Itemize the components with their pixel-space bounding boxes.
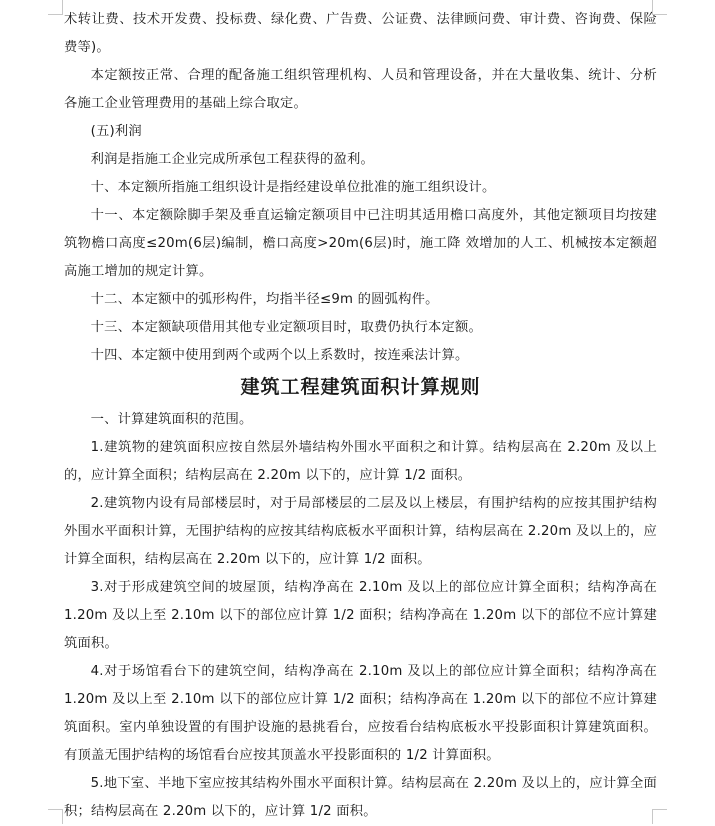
paragraph-item-13: 十三、本定额缺项借用其他专业定额项目时，取费仍执行本定额。 — [90, 320, 483, 335]
paragraph-item-11: 十一、本定额除脚手架及垂直运输定额项目中已注明其适用檐口高度外，其他定额项目均按建筑物檐口高度≤20m(6层)编制，檐口高度>20m(6层)时，施工降 效增加的人工、机械按本定额超高施工增加的规定计算。 — [64, 208, 657, 279]
paragraph-rule-2: 2.建筑物内设有局部楼层时，对于局部楼层的二层及以上楼层，有围护结构的应按其围护结构外围水平面积计算，无围护结构的应按其结构底板水平面积计算，结构层高在 2.20m 及以上的，应计算全面积，结构层高在 2.20m 以下的，应计算 1/2 面积。 — [64, 496, 657, 567]
paragraph-rule-1: 1.建筑物的建筑面积应按自然层外墙结构外围水平面积之和计算。结构层高在 2.20m 及以上的，应计算全面积；结构层高在 2.20m 以下的，应计算 1/2 面积。 — [64, 440, 657, 483]
paragraph-profit-definition: 利润是指施工企业完成所承包工程获得的盈利。 — [90, 152, 375, 167]
paragraph-rule-5: 5.地下室、半地下室应按其结构外围水平面积计算。结构层高在 2.20m 及以上的，应计算全面积；结构层高在 2.20m 以下的，应计算 1/2 面积。 — [64, 776, 657, 819]
page-corner-mark — [48, 0, 63, 15]
page-corner-mark — [652, 809, 667, 824]
paragraph-scope-heading: 一、计算建筑面积的范围。 — [90, 412, 253, 427]
paragraph-item-10: 十、本定额所指施工组织设计是指经建设单位批准的施工组织设计。 — [90, 180, 496, 195]
page-corner-mark — [652, 0, 667, 15]
paragraph-rule-4: 4.对于场馆看台下的建筑空间，结构净高在 2.10m 及以上的部位应计算全面积；结构净高在 1.20m 及以上至 2.10m 以下的部位应计算 1/2 面积；结构净高在 1.20m 以下的部位不应计算建筑面积。室内单独设置的有围护设施的悬挑看台，应按看台结构底板水平投影面积计算建筑面积。有顶盖无围护结构的场馆看台应按其顶盖水平投影面积的 1/2 计算面积。 — [64, 664, 657, 763]
paragraph-item-14: 十四、本定额中使用到两个或两个以上系数时，按连乘法计算。 — [90, 348, 469, 363]
page-corner-mark — [48, 809, 63, 824]
continuation-paragraph: 术转让费、技术开发费、投标费、绿化费、广告费、公证费、法律顾问费、审计费、咨询费、保险费等)。 — [64, 12, 657, 55]
paragraph-rule-3: 3.对于形成建筑空间的坡屋顶，结构净高在 2.10m 及以上的部位应计算全面积；结构净高在 1.20m 及以上至 2.10m 以下的部位应计算 1/2 面积；结构净高在 1.20m 以下的部位不应计算建筑面积。 — [64, 580, 657, 651]
section-title: 建筑工程建筑面积计算规则 — [240, 376, 481, 398]
paragraph-management-basis: 本定额按正常、合理的配备施工组织管理机构、人员和管理设备，并在大量收集、统计、分析各施工企业管理费用的基础上综合取定。 — [64, 68, 657, 111]
section-heading-profit: (五)利润 — [90, 124, 142, 139]
paragraph-item-12: 十二、本定额中的弧形构件，均指半径≤9m 的圆弧构件。 — [90, 292, 439, 307]
